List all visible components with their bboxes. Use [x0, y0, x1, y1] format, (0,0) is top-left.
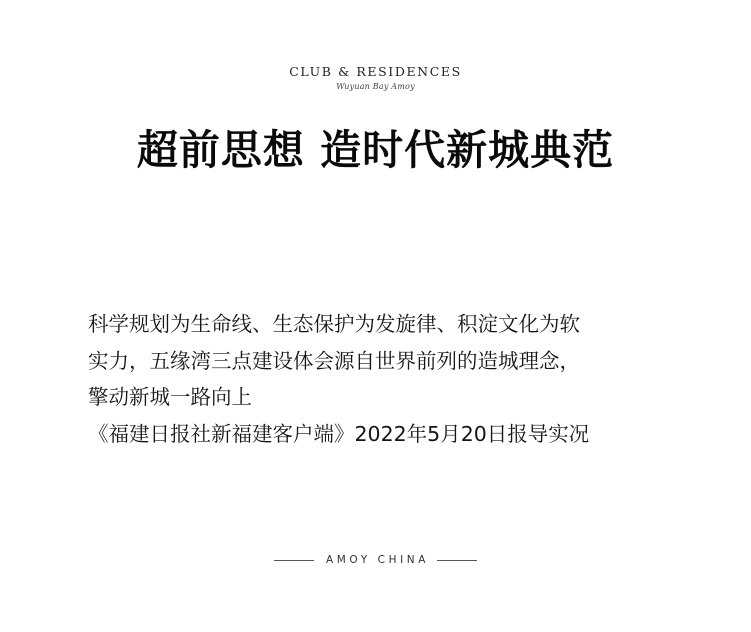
footer-divider-right — [437, 560, 477, 561]
body-line: 实力，五缘湾三点建设体会源自世界前列的造城理念， — [88, 348, 580, 373]
brand-script-signature: Wuyuan Bay Amoy — [336, 82, 415, 91]
brand-name: CLUB & RESIDENCES — [289, 64, 462, 79]
footer-tagline — [0, 553, 751, 567]
source-citation: 《福建日报社新福建客户端》2022年5月20日报导实况 — [88, 421, 590, 446]
footer-text: AMOY CHINA — [325, 554, 430, 566]
article-body — [88, 306, 728, 452]
page-headline: 超前思想 造时代新城典范 — [136, 126, 615, 174]
footer-divider-left — [274, 560, 314, 561]
brand-logo — [0, 64, 751, 92]
body-line: 科学规划为生命线、生态保护为发旋律、积淀文化为软 — [88, 312, 580, 336]
body-line: 擎动新城一路向上 — [88, 385, 252, 409]
